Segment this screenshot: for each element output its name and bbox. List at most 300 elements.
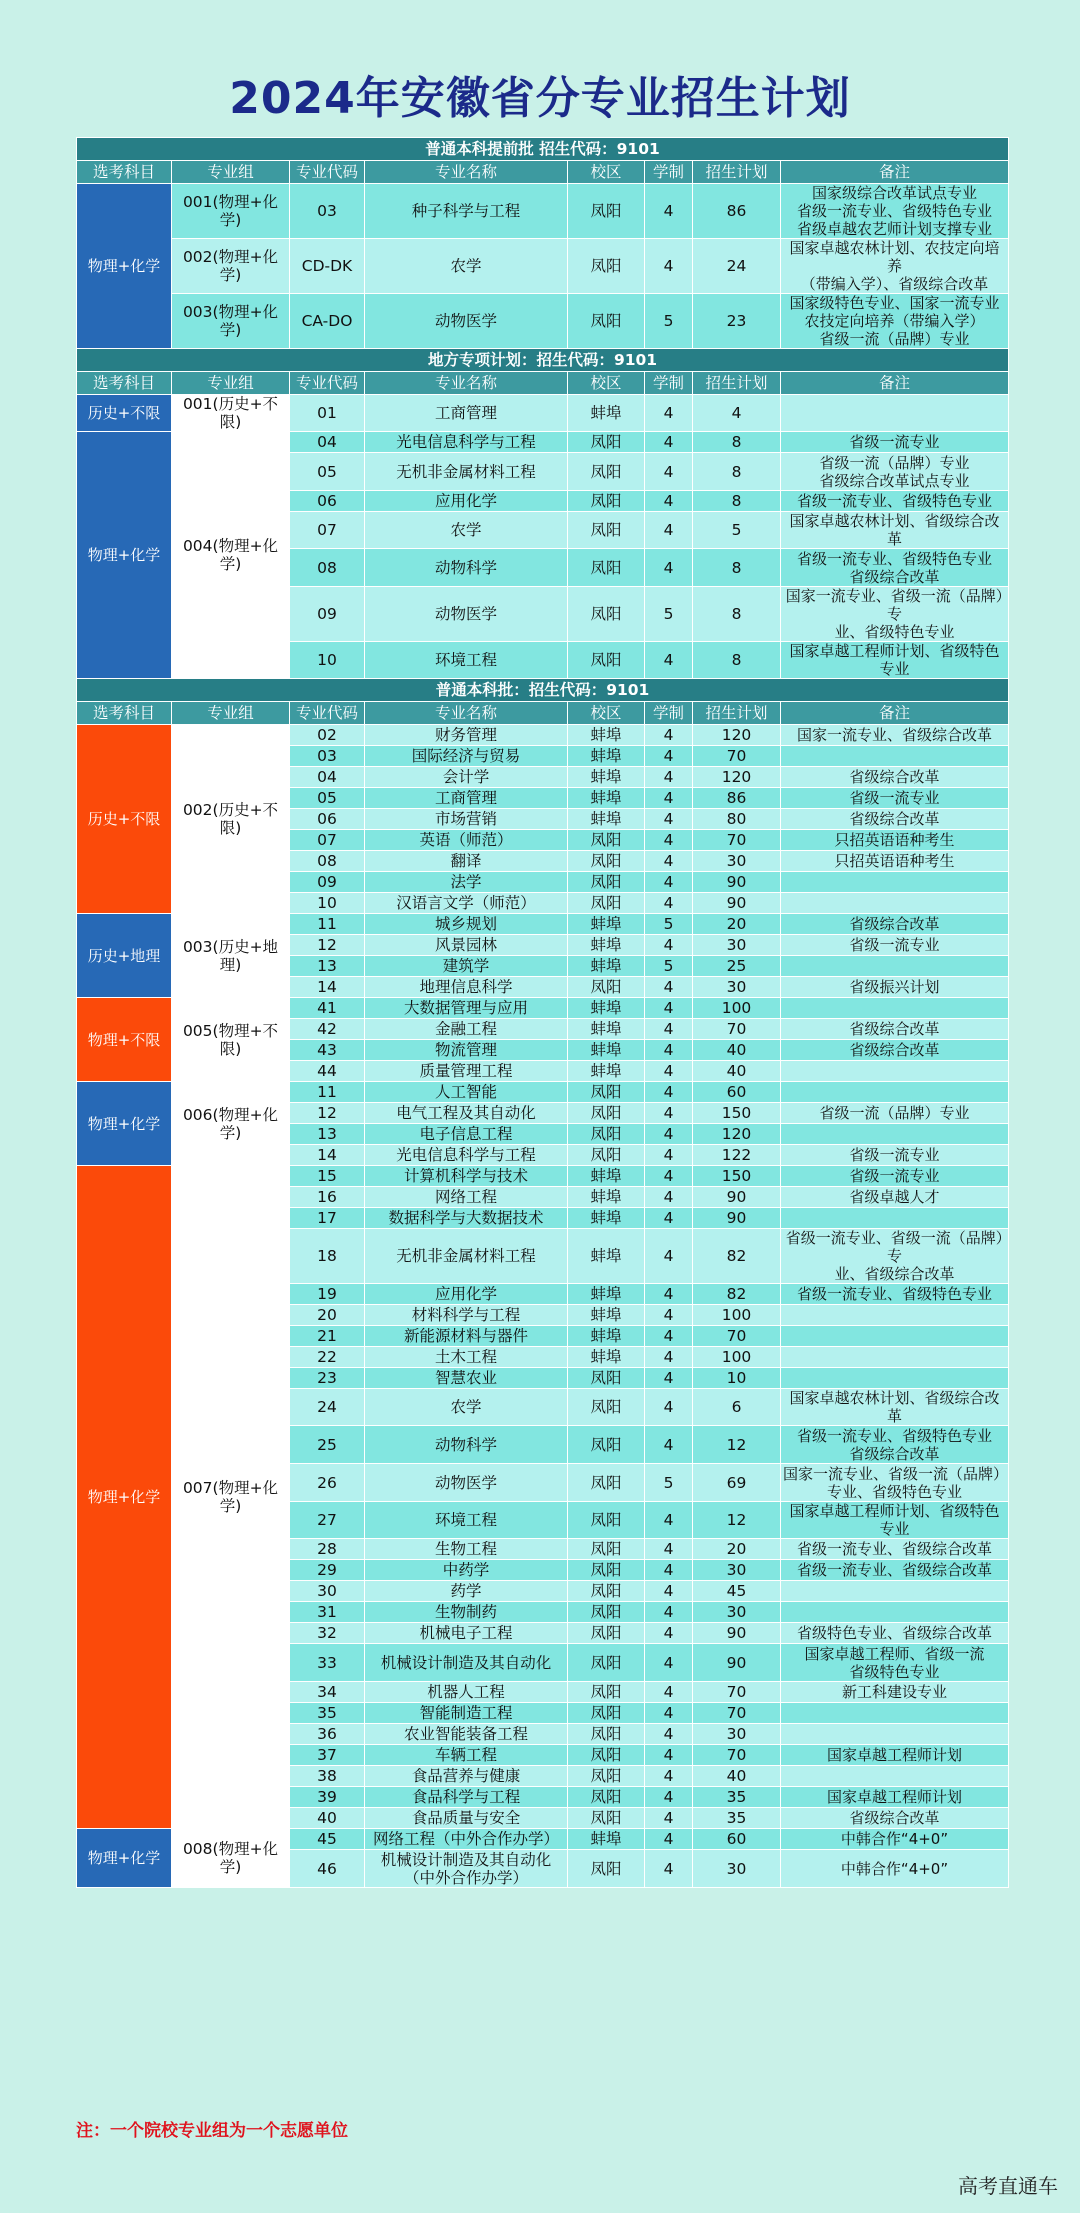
campus: 凤阳 (568, 1103, 645, 1124)
campus: 凤阳 (568, 1145, 645, 1166)
group-cell: 002(物理+化学) (172, 239, 290, 294)
major-name: 电气工程及其自动化 (365, 1103, 568, 1124)
major-name: 市场营销 (365, 809, 568, 830)
table-row (77, 1082, 1009, 1103)
cell-line: 省级一流专业、省级特色专业 (797, 492, 993, 510)
major-code: 19 (290, 1284, 365, 1305)
cell-line: 机械设计制造及其自动化 (380, 1850, 552, 1869)
duration: 4 (645, 1284, 693, 1305)
major-name (365, 1829, 568, 1850)
cell-line: 省级一流专业、省级特色专业 (797, 1426, 993, 1445)
column-header: 专业代码 (290, 372, 365, 395)
duration: 4 (645, 432, 693, 453)
duration: 4 (645, 453, 693, 491)
major-code: 03 (290, 184, 365, 239)
duration: 4 (645, 1426, 693, 1464)
enrollment-plan: 8 (693, 549, 781, 587)
cell-line: 省级卓越人才 (849, 1188, 940, 1206)
group-cell: 004(物理+化学) (172, 432, 290, 679)
remarks (781, 1682, 1009, 1703)
remarks (781, 395, 1009, 432)
campus: 凤阳 (568, 1389, 645, 1426)
major-code: 28 (290, 1539, 365, 1560)
cell-line: 省级一流专业 (849, 936, 940, 954)
cell-line: 省级卓越农艺师计划支撑专业 (797, 220, 993, 238)
subject-cell: 物理+化学 (77, 1082, 172, 1166)
column-header: 专业组 (172, 161, 290, 184)
page-title: 2024年安徽省分专业招生计划 (229, 73, 851, 124)
remarks (781, 767, 1009, 788)
enrollment-plan: 35 (693, 1808, 781, 1829)
remarks (781, 872, 1009, 893)
duration: 4 (645, 1166, 693, 1187)
enrollment-plan: 23 (693, 294, 781, 349)
subject-cell: 历史+不限 (77, 395, 172, 432)
major-name: 应用化学 (365, 491, 568, 512)
duration: 4 (645, 1850, 693, 1888)
enrollment-plan: 82 (693, 1229, 781, 1284)
group-cell: 002(历史+不限) (172, 725, 290, 914)
duration: 4 (645, 1187, 693, 1208)
major-code: 05 (290, 788, 365, 809)
major-name: 种子科学与工程 (365, 184, 568, 239)
enrollment-plan: 40 (693, 1061, 781, 1082)
major-code: 37 (290, 1745, 365, 1766)
section-title: 地方专项计划：招生代码：9101 (77, 349, 1009, 372)
major-name: 智慧农业 (365, 1368, 568, 1389)
duration: 4 (645, 642, 693, 679)
section-header-row (77, 138, 1009, 161)
duration: 4 (645, 830, 693, 851)
remarks (781, 1703, 1009, 1724)
duration: 4 (645, 239, 693, 294)
campus: 蚌埠 (568, 746, 645, 767)
major-code: 33 (290, 1644, 365, 1682)
campus: 凤阳 (568, 1502, 645, 1539)
column-header: 专业名称 (365, 372, 568, 395)
campus: 凤阳 (568, 1581, 645, 1602)
campus: 蚌埠 (568, 1040, 645, 1061)
campus: 蚌埠 (568, 1347, 645, 1368)
duration: 5 (645, 914, 693, 935)
enrollment-plan: 6 (693, 1389, 781, 1426)
campus: 蚌埠 (568, 998, 645, 1019)
major-code: 46 (290, 1850, 365, 1888)
duration: 4 (645, 935, 693, 956)
remarks (781, 956, 1009, 977)
cell-line: 中韩合作“4+0” (840, 1830, 949, 1848)
column-header: 专业代码 (290, 161, 365, 184)
cell-line: 业、省级特色专业 (834, 623, 955, 641)
enrollment-plan: 8 (693, 642, 781, 679)
cell-line: 省级一流专业、省级一流（品牌）专 (785, 1229, 1004, 1265)
major-code: 24 (290, 1389, 365, 1426)
major-code: 10 (290, 893, 365, 914)
cell-line: 省级一流（品牌）专业 (819, 330, 970, 348)
major-code: 13 (290, 1124, 365, 1145)
major-name: 光电信息科学与工程 (365, 1145, 568, 1166)
duration: 4 (645, 725, 693, 746)
enrollment-plan: 86 (693, 788, 781, 809)
table-row (77, 239, 1009, 294)
column-header: 专业组 (172, 372, 290, 395)
remarks (781, 914, 1009, 935)
duration: 5 (645, 294, 693, 349)
footnote: 注：一个院校专业组为一个志愿单位 (76, 2121, 348, 2141)
remarks (781, 977, 1009, 998)
enrollment-plan-table (76, 137, 1009, 1888)
remarks (781, 998, 1009, 1019)
section-title: 普通本科批：招生代码：9101 (77, 679, 1009, 702)
cell-line: 新工科建设专业 (842, 1683, 948, 1701)
major-name: 生物工程 (365, 1539, 568, 1560)
remarks (781, 1305, 1009, 1326)
cell-line: （带编入学）、省级综合改革 (800, 275, 989, 293)
major-name: 动物科学 (365, 549, 568, 587)
major-code: 12 (290, 935, 365, 956)
subject-cell: 物理+不限 (77, 998, 172, 1082)
column-header: 备注 (781, 161, 1009, 184)
major-code: 44 (290, 1061, 365, 1082)
column-header: 选考科目 (77, 161, 172, 184)
major-code: 26 (290, 1464, 365, 1502)
campus: 凤阳 (568, 642, 645, 679)
column-header: 备注 (781, 372, 1009, 395)
enrollment-plan: 24 (693, 239, 781, 294)
campus: 蚌埠 (568, 914, 645, 935)
cell-line: 专业、省级特色专业 (827, 1482, 963, 1501)
watermark: 高考直通车 (958, 2174, 1058, 2198)
remarks (781, 549, 1009, 587)
remarks (781, 512, 1009, 549)
major-code: CD-DK (290, 239, 365, 294)
major-code: 42 (290, 1019, 365, 1040)
enrollment-plan: 80 (693, 809, 781, 830)
campus: 蚌埠 (568, 395, 645, 432)
major-name: 法学 (365, 872, 568, 893)
group-cell: 003(历史+地理) (172, 914, 290, 998)
duration: 4 (645, 1829, 693, 1850)
remarks (781, 809, 1009, 830)
duration: 4 (645, 1602, 693, 1623)
campus: 凤阳 (568, 1464, 645, 1502)
column-header: 学制 (645, 372, 693, 395)
duration: 4 (645, 549, 693, 587)
column-header: 专业名称 (365, 161, 568, 184)
column-header: 学制 (645, 702, 693, 725)
major-code: 08 (290, 549, 365, 587)
campus: 凤阳 (568, 1124, 645, 1145)
major-name: 网络工程 (365, 1187, 568, 1208)
remarks (781, 1229, 1009, 1284)
campus: 蚌埠 (568, 1061, 645, 1082)
campus: 凤阳 (568, 432, 645, 453)
cell-line: 省级一流专业 (849, 1146, 940, 1164)
major-name: 人工智能 (365, 1082, 568, 1103)
duration: 4 (645, 491, 693, 512)
enrollment-plan: 25 (693, 956, 781, 977)
major-code: 11 (290, 1082, 365, 1103)
major-code: 38 (290, 1766, 365, 1787)
enrollment-plan: 30 (693, 1602, 781, 1623)
campus: 凤阳 (568, 977, 645, 998)
major-name: 地理信息科学 (365, 977, 568, 998)
campus: 凤阳 (568, 1766, 645, 1787)
column-header: 校区 (568, 702, 645, 725)
column-header: 专业代码 (290, 702, 365, 725)
campus: 蚌埠 (568, 1326, 645, 1347)
duration: 4 (645, 767, 693, 788)
enrollment-plan: 90 (693, 893, 781, 914)
major-name: 动物医学 (365, 1464, 568, 1502)
duration: 4 (645, 1061, 693, 1082)
remarks (781, 725, 1009, 746)
group-cell: 008(物理+化学) (172, 1829, 290, 1888)
cell-line: 国家卓越工程师计划 (827, 1788, 963, 1806)
major-name: 新能源材料与器件 (365, 1326, 568, 1347)
duration: 4 (645, 809, 693, 830)
major-code: 22 (290, 1347, 365, 1368)
major-code: 14 (290, 977, 365, 998)
campus: 蚌埠 (568, 1208, 645, 1229)
remarks (781, 1103, 1009, 1124)
remarks (781, 1602, 1009, 1623)
remarks (781, 1061, 1009, 1082)
enrollment-plan: 70 (693, 1703, 781, 1724)
campus: 凤阳 (568, 1850, 645, 1888)
major-code: 18 (290, 1229, 365, 1284)
enrollment-plan: 100 (693, 1347, 781, 1368)
major-code: 03 (290, 746, 365, 767)
major-code: 17 (290, 1208, 365, 1229)
campus: 凤阳 (568, 830, 645, 851)
duration: 4 (645, 1124, 693, 1145)
remarks (781, 432, 1009, 453)
duration: 4 (645, 1305, 693, 1326)
campus: 蚌埠 (568, 1229, 645, 1284)
duration: 4 (645, 1539, 693, 1560)
major-name: 农学 (365, 1389, 568, 1426)
enrollment-plan: 4 (693, 395, 781, 432)
enrollment-plan: 70 (693, 830, 781, 851)
enrollment-plan: 8 (693, 491, 781, 512)
major-name: 生物制药 (365, 1602, 568, 1623)
major-code: 07 (290, 512, 365, 549)
duration: 4 (645, 1787, 693, 1808)
cell-line: 国家一流专业、省级一流（品牌） (783, 1464, 1009, 1483)
enrollment-plan: 70 (693, 1682, 781, 1703)
remarks (781, 1166, 1009, 1187)
campus: 凤阳 (568, 1724, 645, 1745)
duration: 4 (645, 1502, 693, 1539)
duration: 4 (645, 1644, 693, 1682)
duration: 5 (645, 587, 693, 642)
enrollment-plan: 5 (693, 512, 781, 549)
major-name: 中药学 (365, 1560, 568, 1581)
remarks (781, 1124, 1009, 1145)
major-name (365, 1850, 568, 1888)
major-name: 工商管理 (365, 395, 568, 432)
major-name: 农学 (365, 512, 568, 549)
duration: 4 (645, 893, 693, 914)
duration: 4 (645, 998, 693, 1019)
enrollment-plan: 30 (693, 935, 781, 956)
major-name: 农学 (365, 239, 568, 294)
major-name: 风景园林 (365, 935, 568, 956)
duration: 4 (645, 1019, 693, 1040)
cell-line: 只招英语语种考生 (834, 852, 955, 870)
major-code: 12 (290, 1103, 365, 1124)
remarks (781, 1019, 1009, 1040)
major-code: 25 (290, 1426, 365, 1464)
remarks (781, 1284, 1009, 1305)
major-code: 07 (290, 830, 365, 851)
duration: 4 (645, 1703, 693, 1724)
major-name: 动物医学 (365, 587, 568, 642)
campus: 凤阳 (568, 184, 645, 239)
subject-cell: 物理+化学 (77, 432, 172, 679)
remarks (781, 1368, 1009, 1389)
duration: 4 (645, 1368, 693, 1389)
enrollment-plan: 90 (693, 872, 781, 893)
duration: 4 (645, 184, 693, 239)
enrollment-plan: 90 (693, 1623, 781, 1644)
major-code: 06 (290, 809, 365, 830)
subject-cell: 历史+地理 (77, 914, 172, 998)
enrollment-plan: 86 (693, 184, 781, 239)
major-name: 土木工程 (365, 1347, 568, 1368)
major-name: 金融工程 (365, 1019, 568, 1040)
cell-line: 省级特色专业、省级综合改革 (797, 1624, 993, 1642)
campus: 蚌埠 (568, 956, 645, 977)
cell-line: 省级特色专业 (849, 1662, 940, 1681)
enrollment-plan: 82 (693, 1284, 781, 1305)
campus: 蚌埠 (568, 788, 645, 809)
duration: 4 (645, 512, 693, 549)
duration: 4 (645, 1103, 693, 1124)
enrollment-plan: 20 (693, 914, 781, 935)
table-row (77, 395, 1009, 432)
major-name: 光电信息科学与工程 (365, 432, 568, 453)
major-code: 39 (290, 1787, 365, 1808)
cell-line: 省级振兴计划 (849, 978, 940, 996)
major-code: 23 (290, 1368, 365, 1389)
cell-line: 国家卓越农林计划、省级综合改革 (789, 512, 1000, 548)
remarks (781, 1082, 1009, 1103)
campus: 凤阳 (568, 1644, 645, 1682)
campus: 蚌埠 (568, 767, 645, 788)
subject-cell: 物理+化学 (77, 184, 172, 349)
major-code: 10 (290, 642, 365, 679)
major-name: 质量管理工程 (365, 1061, 568, 1082)
remarks (781, 1829, 1009, 1850)
remarks (781, 1808, 1009, 1829)
major-name: 机械设计制造及其自动化 (365, 1644, 568, 1682)
enrollment-plan: 10 (693, 1368, 781, 1389)
enrollment-plan: 100 (693, 1305, 781, 1326)
enrollment-plan: 70 (693, 746, 781, 767)
duration: 4 (645, 1724, 693, 1745)
campus: 蚌埠 (568, 1284, 645, 1305)
cell-line: 省级综合改革试点专业 (819, 471, 970, 490)
table-row (77, 184, 1009, 239)
duration: 4 (645, 1745, 693, 1766)
remarks (781, 1724, 1009, 1745)
major-name: 机器人工程 (365, 1682, 568, 1703)
campus: 凤阳 (568, 893, 645, 914)
enrollment-plan: 8 (693, 453, 781, 491)
cell-line: 国家一流专业、省级综合改革 (797, 726, 993, 744)
remarks (781, 1745, 1009, 1766)
major-code: 11 (290, 914, 365, 935)
campus: 凤阳 (568, 1682, 645, 1703)
table-row (77, 998, 1009, 1019)
column-header: 校区 (568, 161, 645, 184)
major-name: 食品营养与健康 (365, 1766, 568, 1787)
remarks (781, 746, 1009, 767)
major-code: 15 (290, 1166, 365, 1187)
cell-line: 省级一流专业 (849, 1167, 940, 1185)
duration: 4 (645, 1040, 693, 1061)
major-name: 工商管理 (365, 788, 568, 809)
major-code: 05 (290, 453, 365, 491)
cell-line: 省级一流专业、省级综合改革 (797, 1561, 993, 1579)
remarks (781, 1644, 1009, 1682)
major-code: 13 (290, 956, 365, 977)
cell-line: 省级综合改革 (849, 1041, 940, 1059)
enrollment-plan: 8 (693, 432, 781, 453)
major-name: 农业智能装备工程 (365, 1724, 568, 1745)
cell-line: 省级综合改革 (849, 1809, 940, 1827)
enrollment-plan: 8 (693, 587, 781, 642)
campus: 凤阳 (568, 512, 645, 549)
cell-line: 国家卓越农林计划、省级综合改革 (789, 1389, 1000, 1425)
duration: 4 (645, 1326, 693, 1347)
major-code: 08 (290, 851, 365, 872)
enrollment-plan: 150 (693, 1166, 781, 1187)
group-cell: 007(物理+化学) (172, 1166, 290, 1829)
major-code: 45 (290, 1829, 365, 1850)
major-name: 数据科学与大数据技术 (365, 1208, 568, 1229)
column-header: 选考科目 (77, 702, 172, 725)
column-header: 招生计划 (693, 161, 781, 184)
major-name: 食品科学与工程 (365, 1787, 568, 1808)
major-name: 机械电子工程 (365, 1623, 568, 1644)
enrollment-plan: 70 (693, 1326, 781, 1347)
enrollment-plan: 30 (693, 977, 781, 998)
remarks (781, 1850, 1009, 1888)
major-code: 31 (290, 1602, 365, 1623)
duration: 4 (645, 1229, 693, 1284)
major-name: 车辆工程 (365, 1745, 568, 1766)
remarks (781, 1787, 1009, 1808)
major-name: 环境工程 (365, 642, 568, 679)
cell-line: 国家级特色专业、国家一流专业 (789, 294, 1000, 312)
major-code: 20 (290, 1305, 365, 1326)
enrollment-plan: 90 (693, 1208, 781, 1229)
group-cell: 001(历史+不限) (172, 395, 290, 432)
column-header: 校区 (568, 372, 645, 395)
cell-line: 省级综合改革 (849, 1444, 940, 1463)
cell-line: 省级一流专业 (849, 789, 940, 807)
major-name: 会计学 (365, 767, 568, 788)
major-name: 药学 (365, 1581, 568, 1602)
campus: 凤阳 (568, 1703, 645, 1724)
major-code: 29 (290, 1560, 365, 1581)
cell-line: 中韩合作“4+0” (840, 1859, 949, 1878)
cell-line: 网络工程（中外合作办学） (372, 1830, 559, 1848)
major-code: 06 (290, 491, 365, 512)
